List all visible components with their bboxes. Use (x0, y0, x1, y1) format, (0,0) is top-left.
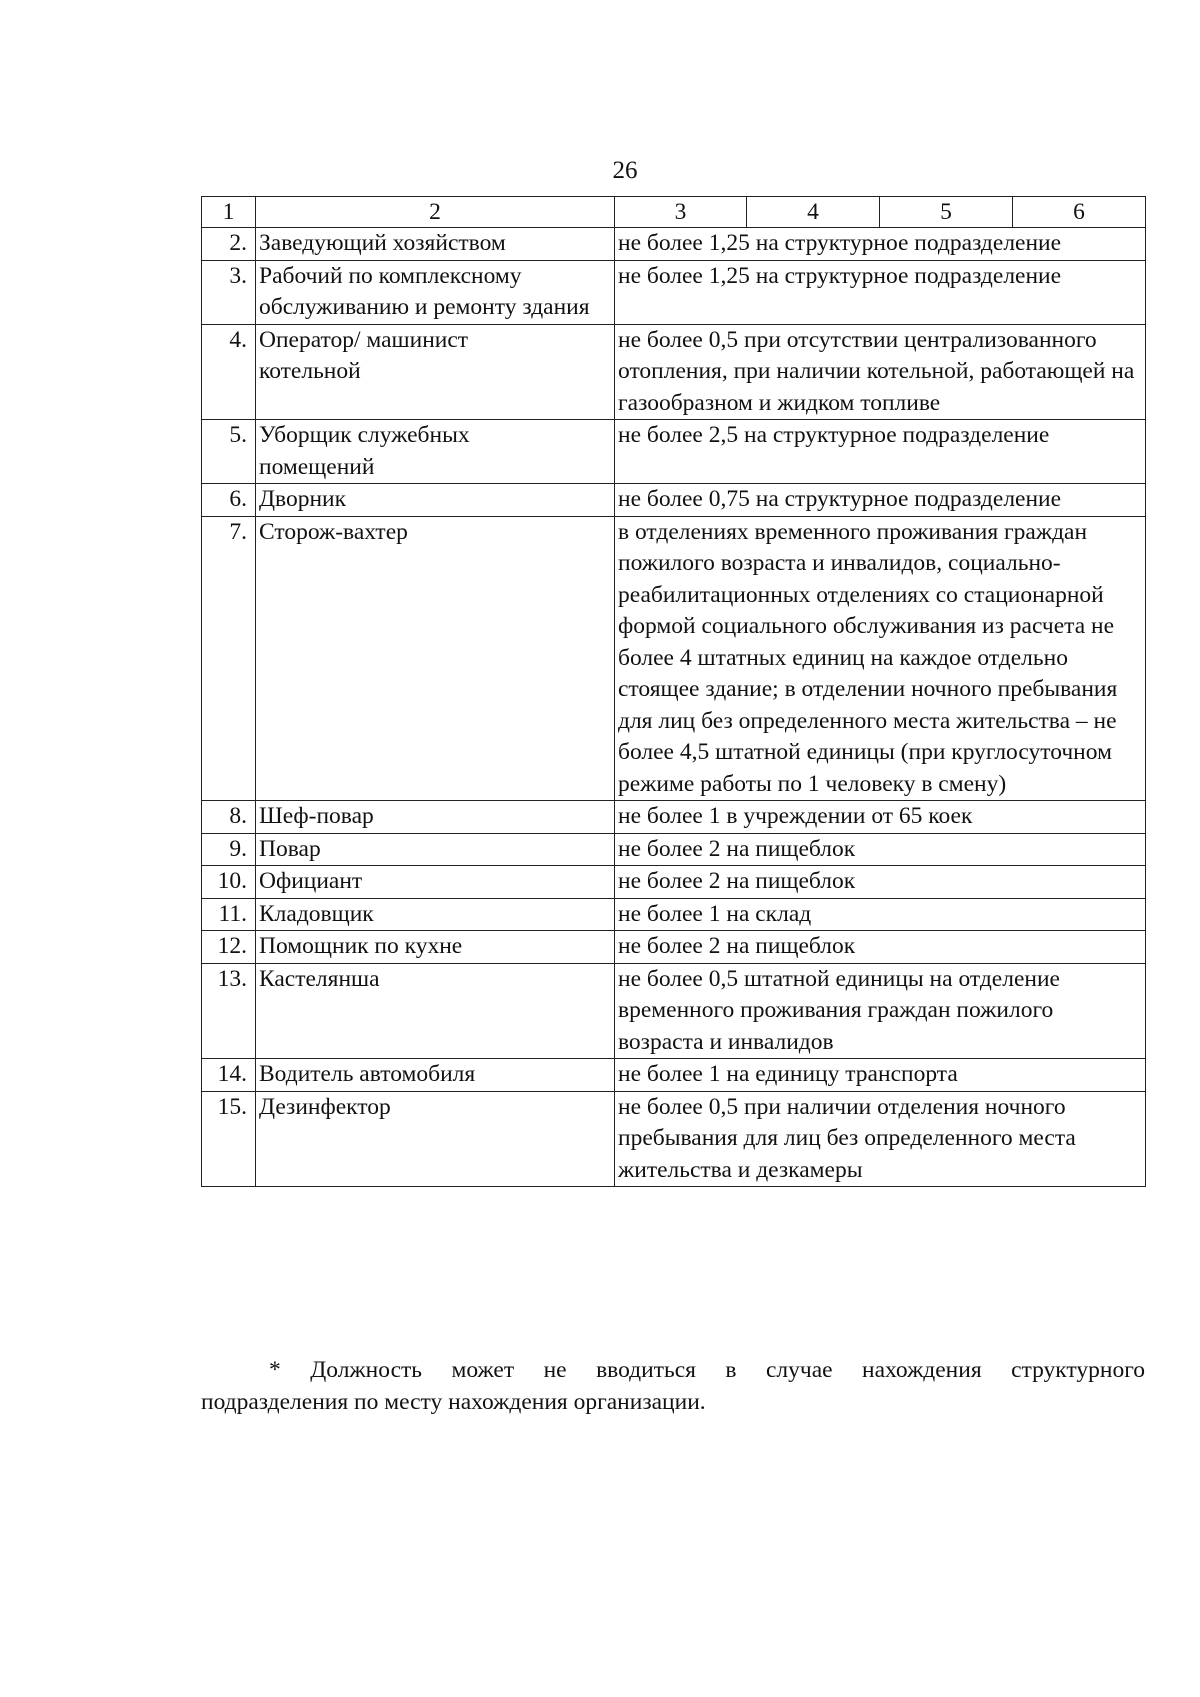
row-number: 13. (202, 963, 256, 1059)
position-cell: Официант (256, 866, 615, 899)
position-cell: Оператор/ машинист котельной (256, 324, 615, 420)
row-number: 8. (202, 801, 256, 834)
position-cell: Заведующий хозяйством (256, 228, 615, 261)
staff-norms-table (201, 196, 1146, 1187)
norm-cell: не более 1,25 на структурное подразделение (615, 260, 1146, 324)
position-cell: Повар (256, 833, 615, 866)
table-row (202, 516, 1146, 801)
table-row (202, 898, 1146, 931)
table-row (202, 420, 1146, 484)
row-number: 3. (202, 260, 256, 324)
header-cell-1: 1 (202, 197, 256, 228)
header-cell-5: 5 (880, 197, 1013, 228)
norm-cell: не более 1 на единицу транспорта (615, 1059, 1146, 1092)
position-cell: Уборщик служебных помещений (256, 420, 615, 484)
table-row (202, 324, 1146, 420)
table-row (202, 801, 1146, 834)
position-cell: Кладовщик (256, 898, 615, 931)
header-cell-3: 3 (615, 197, 747, 228)
table-row (202, 228, 1146, 261)
norm-cell: не более 0,5 штатной единицы на отделение временного проживания граждан пожилого возраста и инвалидов (615, 963, 1146, 1059)
norm-cell: не более 1 в учреждении от 65 коек (615, 801, 1146, 834)
row-number: 14. (202, 1059, 256, 1092)
norm-cell: не более 2,5 на структурное подразделение (615, 420, 1146, 484)
header-cell-6: 6 (1013, 197, 1146, 228)
position-cell: Шеф-повар (256, 801, 615, 834)
table-row (202, 963, 1146, 1059)
position-cell: Дезинфектор (256, 1091, 615, 1187)
footnote-line-1: * Должность может не вводиться в случае нахождения структурного (269, 1357, 1145, 1383)
row-number: 4. (202, 324, 256, 420)
row-number: 5. (202, 420, 256, 484)
norm-cell: не более 1,25 на структурное подразделение (615, 228, 1146, 261)
row-number: 12. (202, 931, 256, 964)
position-cell: Дворник (256, 484, 615, 517)
norm-cell: в отделениях временного проживания граждан пожилого возраста и инвалидов, социально-реабилитационных отделениях со стационарной формой социального обслуживания из расчета не более 4 штатных единиц на каждое отдельно стоящее здание; в отделении ночного пребывания для лиц без определенного места жительства – не более 4,5 штатной единицы (при круглосуточном режиме работы по 1 человеку в смену) (615, 516, 1146, 801)
header-cell-4: 4 (747, 197, 880, 228)
row-number: 11. (202, 898, 256, 931)
norm-cell: не более 1 на склад (615, 898, 1146, 931)
norm-cell: не более 0,5 при отсутствии централизованного отопления, при наличии котельной, работающей на газообразном и жидком топливе (615, 324, 1146, 420)
table-row (202, 484, 1146, 517)
table-row (202, 833, 1146, 866)
row-number: 6. (202, 484, 256, 517)
position-cell: Кастелянша (256, 963, 615, 1059)
table-row (202, 1091, 1146, 1187)
position-cell: Помощник по кухне (256, 931, 615, 964)
row-number: 15. (202, 1091, 256, 1187)
position-cell: Сторож-вахтер (256, 516, 615, 801)
norm-cell: не более 2 на пищеблок (615, 931, 1146, 964)
row-number: 10. (202, 866, 256, 899)
norm-cell: не более 0,5 при наличии отделения ночного пребывания для лиц без определенного места жительства и дезкамеры (615, 1091, 1146, 1187)
position-cell: Рабочий по комплексному обслуживанию и ремонту здания (256, 260, 615, 324)
norm-cell: не более 2 на пищеблок (615, 866, 1146, 899)
table-header-row (202, 197, 1146, 228)
footnote (201, 1354, 1145, 1418)
table-row (202, 931, 1146, 964)
footnote-line-2: подразделения по месту нахождения организации. (201, 1389, 706, 1415)
row-number: 2. (202, 228, 256, 261)
page-number: 26 (612, 157, 638, 184)
table-row (202, 260, 1146, 324)
table-row (202, 866, 1146, 899)
row-number: 7. (202, 516, 256, 801)
header-cell-2: 2 (256, 197, 615, 228)
row-number: 9. (202, 833, 256, 866)
position-cell: Водитель автомобиля (256, 1059, 615, 1092)
norm-cell: не более 0,75 на структурное подразделение (615, 484, 1146, 517)
norm-cell: не более 2 на пищеблок (615, 833, 1146, 866)
table-row (202, 1059, 1146, 1092)
